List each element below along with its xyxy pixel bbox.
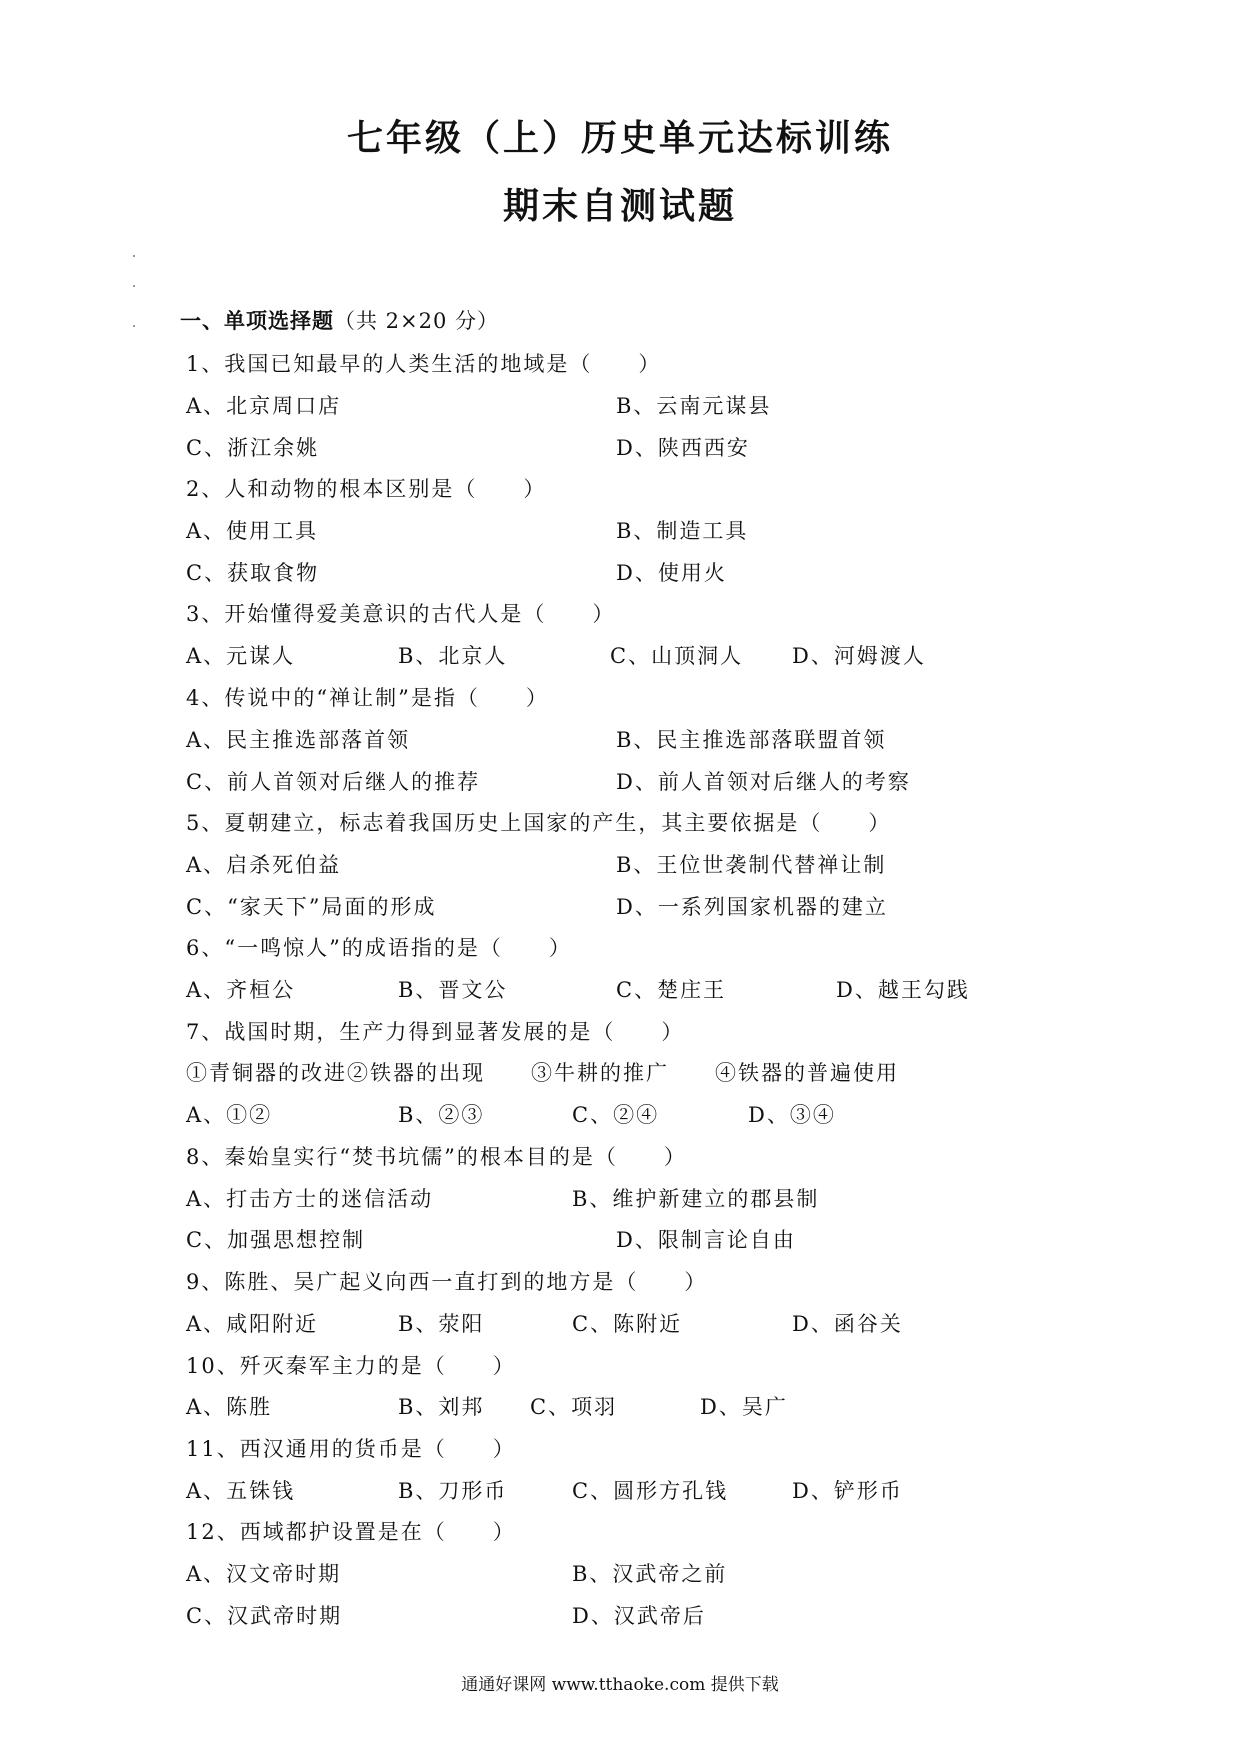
- option-b: B、②③: [398, 1103, 485, 1127]
- option-d: D、河姆渡人: [792, 644, 926, 668]
- question-stem: 4、传说中的“禅让制”是指（ ）: [186, 686, 549, 710]
- option-b: B、维护新建立的郡县制: [572, 1187, 820, 1211]
- option-a: A、民主推选部落首领: [186, 728, 411, 752]
- question-stem: 5、夏朝建立，标志着我国历史上国家的产生，其主要依据是（ ）: [186, 811, 892, 835]
- question-stem: 7、战国时期，生产力得到显著发展的是（ ）: [186, 1020, 685, 1044]
- section-note: （共 2×20 分）: [334, 309, 500, 333]
- question-stem: 1、我国已知最早的人类生活的地域是（ ）: [186, 352, 662, 376]
- option-d: D、函谷关: [792, 1312, 903, 1336]
- page-subtitle: 期末自测试题: [502, 186, 737, 227]
- margin-dot: [133, 255, 135, 257]
- option-c: C、前人首领对后继人的推荐: [186, 770, 481, 794]
- option-b: B、刀形币: [398, 1479, 508, 1503]
- question-stem: 8、秦始皇实行“焚书坑儒”的根本目的是（ ）: [186, 1145, 687, 1169]
- option-d: D、汉武帝后: [572, 1604, 706, 1628]
- option-a: A、五铢钱: [186, 1479, 296, 1503]
- option-c: C、楚庄王: [616, 978, 727, 1002]
- option-c: C、“家天下”局面的形成: [186, 895, 437, 919]
- option-a: A、陈胜: [186, 1395, 273, 1419]
- question-stem: 9、陈胜、吴广起义向西一直打到的地方是（ ）: [186, 1270, 708, 1294]
- option-a: A、启杀死伯益: [186, 853, 342, 877]
- option-b: B、云南元谋县: [616, 394, 772, 418]
- option-a: A、汉文帝时期: [186, 1562, 342, 1586]
- option-c: C、汉武帝时期: [186, 1604, 343, 1628]
- question-stem: 12、西域都护设置是在（ ）: [186, 1520, 516, 1544]
- option-d: D、③④: [748, 1103, 836, 1127]
- option-c: C、加强思想控制: [186, 1228, 366, 1252]
- option-c: C、获取食物: [186, 561, 320, 585]
- question-stem: 3、开始懂得爱美意识的古代人是（ ）: [186, 602, 616, 626]
- option-a: A、齐桓公: [186, 978, 296, 1002]
- option-c: C、陈附近: [572, 1312, 683, 1336]
- option-b: B、王位世袭制代替禅让制: [616, 853, 887, 877]
- question-stem: 11、西汉通用的货币是（ ）: [186, 1437, 516, 1461]
- question-stem: 10、歼灭秦军主力的是（ ）: [186, 1354, 516, 1378]
- option-b: B、刘邦: [398, 1395, 485, 1419]
- option-d: D、吴广: [700, 1395, 788, 1419]
- page-title: 七年级（上）历史单元达标训练: [346, 118, 893, 159]
- option-a: A、使用工具: [186, 519, 319, 543]
- option-d: D、一系列国家机器的建立: [616, 895, 888, 919]
- question-items: ①青铜器的改进②铁器的出现 ③牛耕的推广 ④铁器的普遍使用: [186, 1061, 899, 1085]
- option-a: A、①②: [186, 1103, 273, 1127]
- option-c: C、项羽: [530, 1395, 618, 1419]
- option-c: C、浙江余姚: [186, 436, 320, 460]
- option-a: A、北京周口店: [186, 394, 342, 418]
- question-stem: 2、人和动物的根本区别是（ ）: [186, 477, 547, 501]
- option-b: B、制造工具: [616, 519, 749, 543]
- option-a: A、打击方士的迷信活动: [186, 1187, 434, 1211]
- option-b: B、民主推选部落联盟首领: [616, 728, 887, 752]
- option-b: B、晋文公: [398, 978, 508, 1002]
- option-c: C、②④: [572, 1103, 660, 1127]
- option-d: D、前人首领对后继人的考察: [616, 770, 911, 794]
- option-d: D、陕西西安: [616, 436, 750, 460]
- margin-dot: [133, 325, 135, 327]
- option-b: B、汉武帝之前: [572, 1562, 728, 1586]
- option-d: D、限制言论自由: [616, 1228, 796, 1252]
- section-name: 一、单项选择题: [180, 309, 334, 333]
- option-a: A、咸阳附近: [186, 1312, 319, 1336]
- option-d: D、铲形币: [792, 1479, 903, 1503]
- option-d: D、使用火: [616, 561, 727, 585]
- option-a: A、元谋人: [186, 644, 296, 668]
- page-footer: 通通好课网 www.tthaoke.com 提供下载: [461, 1675, 779, 1695]
- section-heading: [180, 305, 499, 335]
- option-c: C、圆形方孔钱: [572, 1479, 729, 1503]
- option-c: C、山顶洞人: [610, 644, 744, 668]
- margin-dot: [133, 285, 135, 287]
- option-b: B、北京人: [398, 644, 508, 668]
- option-b: B、荥阳: [398, 1312, 485, 1336]
- option-d: D、越王勾践: [836, 978, 970, 1002]
- question-stem: 6、“一鸣惊人”的成语指的是（ ）: [186, 936, 572, 960]
